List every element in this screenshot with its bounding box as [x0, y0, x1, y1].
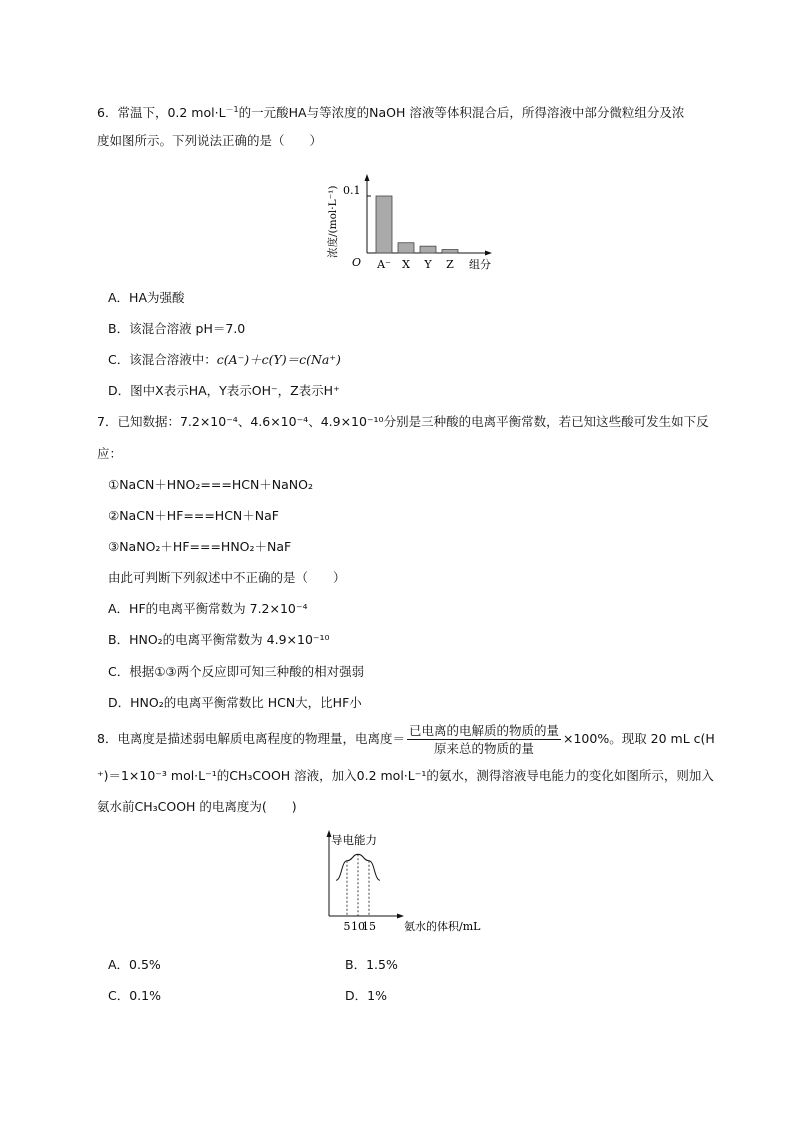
q6-category-label-2: Y [424, 258, 432, 271]
q6-option-c-prefix: C．该混合溶液中： [108, 352, 217, 367]
q6-option-b[interactable]: B．该混合溶液 pH＝7.0 [108, 321, 246, 336]
q8-stem-line3: 氨水前CH₃COOH 的电离度为( ) [97, 799, 297, 814]
q7-question: 由此可判断下列叙述中不正确的是（ ） [108, 570, 346, 585]
q8-fraction-denominator: 原来总的物质的量 [433, 741, 534, 756]
q7-option-a[interactable]: A．HF的电离平衡常数为 7.2×10⁻⁴ [108, 601, 308, 616]
q8-stem-line2: ⁺)＝1×10⁻³ mol·L⁻¹的CH₃COOH 溶液，加入0.2 mol·L⁻¹的氨水，测得溶液导电能力的变化如图所示，则加入 [97, 768, 714, 783]
q6-bars-group [376, 196, 458, 253]
q8-dashed-guides [347, 854, 369, 916]
q7-option-d[interactable]: D．HNO₂的电离平衡常数比 HCN大，比HF小 [108, 695, 362, 710]
q6-chart-xlabel: 组分 [469, 258, 491, 271]
q8-option-b[interactable]: B．1.5% [345, 957, 398, 972]
q6-option-c-expression: c(A⁻)＋c(Y)＝c(Na⁺) [216, 352, 341, 367]
q6-bar-3 [442, 250, 458, 253]
q6-stem-part-b: 的一元酸HA与等浓度的NaOH 溶液等体积混合后，所得溶液中部分微粒组分及浓 [238, 105, 685, 120]
q6-chart-origin: O [352, 256, 362, 269]
q8-line-chart [318, 828, 508, 936]
q6-stem-line2: 度如图所示。下列说法正确的是（ ） [97, 133, 323, 148]
q6-option-d[interactable]: D．图中X表示HA，Y表示OH⁻，Z表示H⁺ [108, 383, 340, 398]
q8-fraction [407, 723, 561, 756]
q8-option-c[interactable]: C．0.1% [108, 988, 161, 1003]
q8-xtick-label-2: 15 [362, 920, 376, 933]
q6-category-label-1: X [402, 258, 410, 271]
q7-option-b[interactable]: B．HNO₂的电离平衡常数为 4.9×10⁻¹⁰ [108, 632, 330, 647]
q6-stem-sup: －1 [225, 105, 239, 114]
q8-tick-labels [344, 920, 377, 933]
q8-option-d[interactable]: D．1% [345, 988, 387, 1003]
q6-category-label-0: A⁻ [377, 258, 391, 271]
q8-xtick-label-0: 5 [343, 920, 351, 933]
q6-category-labels [376, 258, 454, 271]
q6-bar-0 [376, 196, 392, 253]
q8-stem-part-a: 8．电离度是描述弱电解质电离程度的物理量，电离度＝ [97, 731, 405, 746]
q7-option-c[interactable]: C．根据①③两个反应即可知三种酸的相对强弱 [108, 664, 365, 679]
q6-category-label-3: Z [446, 258, 454, 271]
q8-stem-line1 [97, 722, 715, 756]
q6-stem-line1 [97, 102, 684, 121]
q8-chart-xlabel: 氨水的体积/mL [404, 920, 481, 933]
q8-stem-part-b: ×100%。现取 20 mL c(H [562, 731, 715, 746]
q6-chart-ylabel: 浓度/(mol·L⁻¹) [327, 185, 339, 258]
q6-bar-2 [420, 246, 436, 253]
q6-option-c[interactable] [108, 352, 341, 368]
q7-stem-line2: 应： [97, 446, 123, 461]
q8-option-a[interactable]: A．0.5% [108, 957, 161, 972]
q8-fraction-numerator: 已电离的电解质的物质的量 [408, 723, 559, 738]
q7-stem-line1: 7．已知数据：7.2×10⁻⁴、4.6×10⁻⁴、4.9×10⁻¹⁰分别是三种酸的电离平衡常数，若已知这些酸可发生如下反 [97, 414, 709, 429]
q6-option-a[interactable]: A．HA为强酸 [108, 290, 185, 305]
q7-reaction-1: ①NaCN＋HNO₂===HCN＋NaNO₂ [108, 477, 314, 492]
q6-bar-chart [322, 170, 497, 275]
q8-chart-ylabel: 导电能力 [331, 833, 377, 847]
q7-reaction-2: ②NaCN＋HF===HCN＋NaF [108, 508, 279, 523]
q8-xtick-label-1: 10 [351, 920, 365, 933]
q6-stem-part-a: 6．常温下，0.2 mol·L [97, 105, 226, 120]
q6-chart-ytick: 0.1 [343, 184, 361, 197]
q6-bar-1 [398, 243, 414, 253]
q7-reaction-3: ③NaNO₂＋HF===HNO₂＋NaF [108, 539, 292, 554]
